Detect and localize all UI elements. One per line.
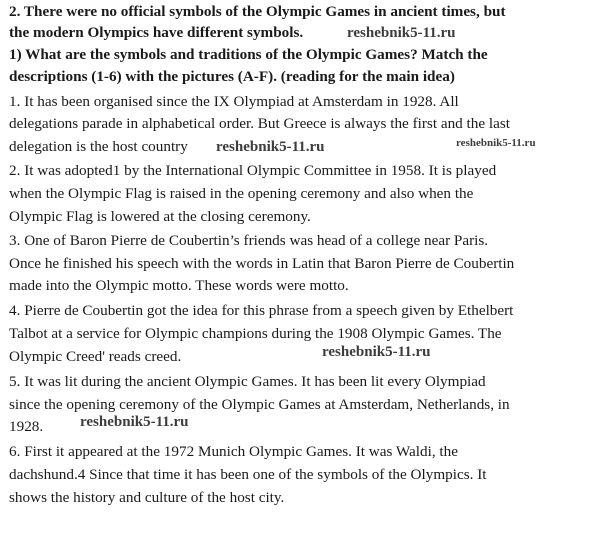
item-4-line-2: Talbot at a service for Olympic champions during the 1908 Olympic Games. The: [9, 325, 502, 342]
task-heading-line-1: 1) What are the symbols and traditions of the Olympic Games? Match the: [9, 46, 488, 63]
task-heading-line-2: descriptions (1-6) with the pictures (A-F). (reading for the main idea): [9, 68, 455, 85]
item-6-line-2: dachshund.4 Since that time it has been one of the symbols of the Olympics. It: [9, 466, 487, 483]
item-1-line-2: delegations parade in alphabetical order. But Greece is always the first and the last: [9, 115, 511, 132]
item-2-line-2: when the Olympic Flag is raised in the opening ceremony and also when the: [9, 185, 474, 202]
item-3-line-2: Once he finished his speech with the words in Latin that Baron Pierre de Coubertin: [9, 255, 515, 272]
item-1-line-3: delegation is the host country: [9, 138, 188, 155]
item-4-line-1: 4. Pierre de Coubertin got the idea for this phrase from a speech given by Ethelbert: [9, 302, 514, 319]
item-1-line-1: 1. It has been organised since the IX Olympiad at Amsterdam in 1928. All: [9, 93, 459, 110]
item-5-line-3: 1928.: [9, 418, 44, 435]
item-3-line-1: 3. One of Baron Pierre de Coubertin’s friends was head of a college near Paris.: [9, 232, 489, 249]
exercise-heading-line-2: the modern Olympics have different symbols.: [9, 24, 304, 41]
watermark-text: reshebnik5-11.ru: [347, 25, 456, 41]
watermark-text: reshebnik5-11.ru: [216, 139, 325, 155]
item-2-line-3: Olympic Flag is lowered at the closing ceremony.: [9, 208, 311, 225]
item-5-line-1: 5. It was lit during the ancient Olympic Games. It has been lit every Olympiad: [9, 373, 486, 390]
item-6-line-1: 6. First it appeared at the 1972 Munich Olympic Games. It was Waldi, the: [9, 443, 458, 460]
item-5-line-2: since the opening ceremony of the Olympic Games at Amsterdam, Netherlands, in: [9, 396, 510, 413]
watermark-text: reshebnik5-11.ru: [456, 137, 536, 149]
item-3-line-3: made into the Olympic motto. These words were motto.: [9, 277, 349, 294]
watermark-text: reshebnik5-11.ru: [80, 414, 189, 430]
exercise-heading-line-1: 2. There were no official symbols of the Olympic Games in ancient times, but: [9, 3, 506, 20]
item-6-line-3: shows the history and culture of the host city.: [9, 489, 285, 506]
item-2-line-1: 2. It was adopted1 by the International Olympic Committee in 1958. It is played: [9, 162, 497, 179]
watermark-text: reshebnik5-11.ru: [322, 344, 431, 360]
item-4-line-3: Olympic Creed' reads creed.: [9, 348, 182, 365]
